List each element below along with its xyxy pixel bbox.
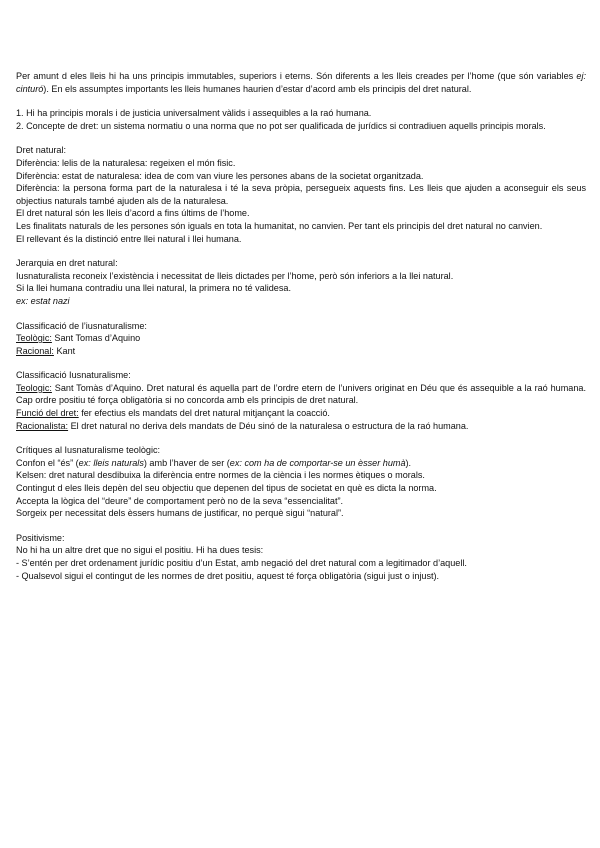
section-heading: Jerarquia en dret natural:	[16, 258, 118, 269]
text-line: Iusnaturalista reconeix l’existència i necessitat de lleis dictades per l’home, però són inferiors a la llei natural.	[16, 270, 454, 281]
intro-text-b: ). En els assumptes importants les lleis humanes haurien d’estar d’acord amb els principis del dret natural.	[43, 83, 472, 94]
intro-section	[16, 70, 586, 95]
text-line: Sorgeix per necessitat dels èssers humans de justificar, no perquè sigui “natural”.	[16, 508, 344, 519]
classification-item	[16, 345, 586, 358]
text-line: Accepta la lògica del “deure” de comportament però no de la seva “essencialitat”.	[16, 495, 344, 506]
intro-example: ej: cinturó	[16, 71, 586, 94]
term: Racionalista:	[16, 420, 69, 431]
classification-item	[16, 382, 586, 407]
point-1: 1. Hi ha principis morals i de justicia universalment vàlids i assequibles a la raó humana.	[16, 108, 372, 119]
term-text: Kant	[53, 345, 76, 356]
section-heading: Crítiques al Iusnaturalisme teològic:	[16, 445, 161, 456]
critique-text-a: Confon el “és” (	[16, 457, 79, 468]
critique-example-1: ex: lleis naturals	[78, 457, 144, 468]
text-line	[16, 457, 586, 470]
classification-item	[16, 332, 586, 345]
text-line: - Qualsevol sigui el contingut de les normes de dret positiu, aquest té força obligatòria (sigui just o injust).	[16, 570, 440, 581]
term: Teològic:	[16, 333, 52, 344]
term-text: El dret natural no deriva dels mandats de Déu sinó de la naturalesa o estructura de la raó humana.	[68, 420, 469, 431]
dret-natural-section	[16, 144, 586, 245]
intro-paragraph	[16, 70, 586, 95]
point-2: 2. Concepte de dret: un sistema normatiu o una norma que no pot ser qualificada de jurídics si contradiuen aquells principis morals.	[16, 120, 546, 131]
critiques-section	[16, 444, 586, 520]
critique-text-b: ) amb l’haver de ser (	[143, 457, 230, 468]
section-heading: Positivisme:	[16, 532, 65, 543]
critique-example-2: ex: com ha de comportar-se un èsser humà	[229, 457, 406, 468]
text-line: Les finalitats naturals de les persones són iguals en tota la humanitat, no canvien. Per tant els principis del dret natural no canvien.	[16, 220, 543, 231]
points-section	[16, 107, 586, 132]
classification-item	[16, 420, 586, 433]
text-line: Diferència: lelis de la naturalesa: regeixen el món fisic.	[16, 157, 236, 168]
text-line: No hi ha un altre dret que no sigui el positiu. Hi ha dues tesis:	[16, 545, 264, 556]
intro-text-a: Per amunt d eles lleis hi ha uns principis immutables, superiors i eterns. Són diferents a les lleis creades per l’home (que són variables	[16, 71, 577, 81]
text-line: - S’entén per dret ordenament jurídic positiu d’un Estat, amb negació del dret natural com a legitimador d’aquell.	[16, 558, 467, 568]
classification-item	[16, 407, 586, 420]
term: Racional:	[16, 345, 54, 356]
classificacio-section-1	[16, 320, 586, 358]
term: Funció del dret:	[16, 408, 79, 419]
section-heading: Classificació Iusnaturalisme:	[16, 370, 131, 381]
section-heading: Dret natural:	[16, 145, 67, 156]
text-line: Kelsen: dret natural desdibuixa la diferència entre normes de la ciència i les normes ètiques o morals.	[16, 470, 425, 481]
text-line: Diferència: la persona forma part de la naturalesa i té la seva pròpia, persegueix aquests fins. Les lleis que ajuden a aconseguir els seus objectius naturals també ajuden als de la naturalesa.	[16, 183, 586, 206]
text-line: Contingut d eles lleis depèn del seu objectiu que depenen del tipus de societat en què es dicta la norma.	[16, 483, 437, 494]
section-heading: Classificació de l’iusnaturalisme:	[16, 320, 147, 331]
classificacio-section-2	[16, 369, 586, 432]
text-line: El dret natural són les lleis d’acord a fins últims de l’home.	[16, 208, 250, 219]
positivisme-section	[16, 532, 586, 582]
text-line: El rellevant és la distinció entre llei natural i llei humana.	[16, 233, 242, 244]
term-text: Sant Tomàs d’Aquino. Dret natural és aquella part de l’ordre etern de l’univers originat en Déu que és assequible a la raó humana. Cap ordre positiu té força obligatòria si no concorda amb els principis de dret natural.	[16, 382, 586, 406]
critique-text-c: ).	[405, 457, 412, 468]
text-line: Diferència: estat de naturalesa: idea de com van viure les persones abans de la societat organitzada.	[16, 170, 424, 181]
term: Teologic:	[16, 382, 52, 393]
text-line: Si la llei humana contradiu una llei natural, la primera no té validesa.	[16, 283, 291, 294]
jerarquia-section	[16, 257, 586, 307]
term-text: Sant Tomas d’Aquino	[51, 333, 141, 344]
example-line: ex: estat nazi	[16, 295, 70, 306]
term-text: fer efectius els mandats del dret natural mitjançant la coacció.	[78, 408, 330, 419]
